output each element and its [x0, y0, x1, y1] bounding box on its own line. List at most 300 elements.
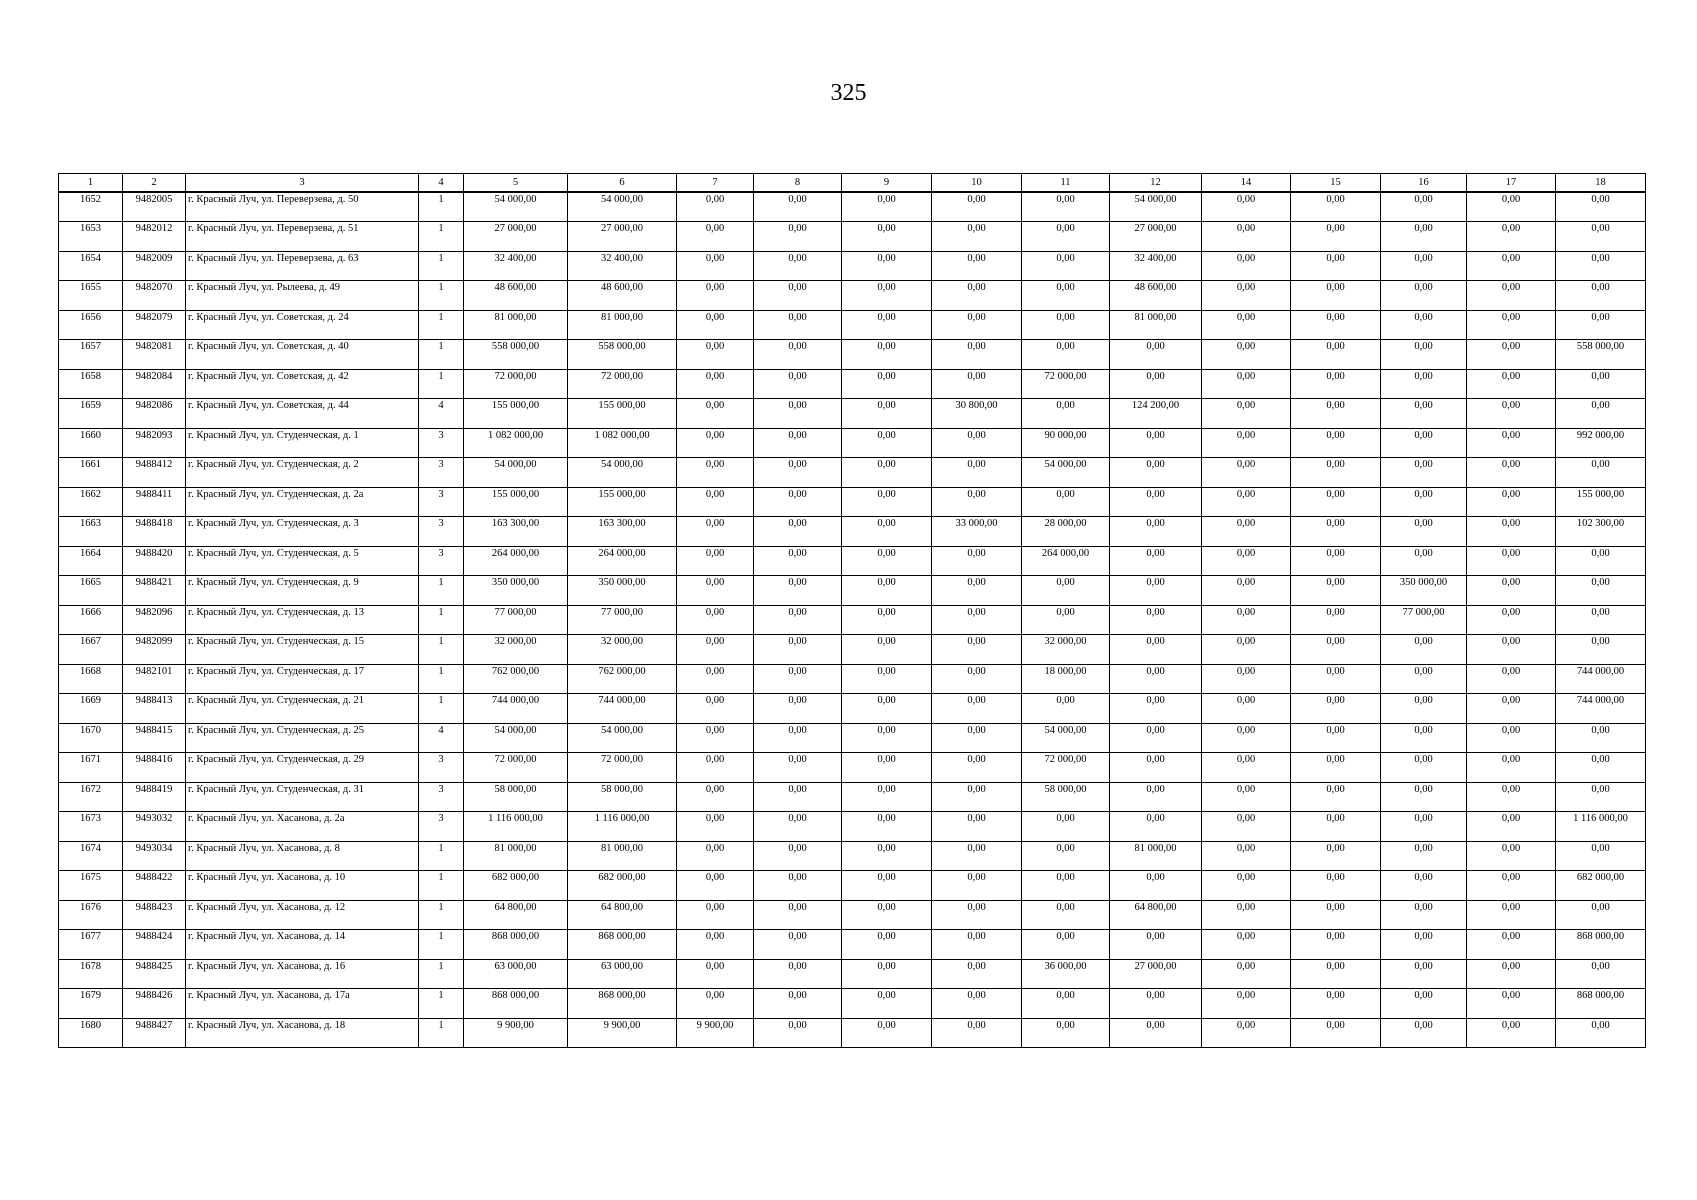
table-row — [59, 723, 1646, 753]
table-cell: 9488412 — [123, 458, 186, 488]
table-cell: 0,00 — [1556, 841, 1646, 871]
table-cell: 0,00 — [1556, 576, 1646, 606]
table-cell: 0,00 — [1467, 487, 1556, 517]
table-row — [59, 517, 1646, 547]
table-cell: 4 — [419, 723, 464, 753]
table-cell: 744 000,00 — [1556, 694, 1646, 724]
table-cell: 0,00 — [754, 222, 842, 252]
table-cell: 9488424 — [123, 930, 186, 960]
table-cell: 0,00 — [1202, 222, 1291, 252]
table-cell: 72 000,00 — [1022, 369, 1110, 399]
table-cell: 0,00 — [842, 369, 932, 399]
table-cell: 682 000,00 — [568, 871, 677, 901]
column-header: 8 — [754, 174, 842, 193]
table-cell: 744 000,00 — [568, 694, 677, 724]
table-cell: 9 900,00 — [464, 1018, 568, 1048]
table-cell: 0,00 — [1381, 723, 1467, 753]
table-cell: 0,00 — [932, 812, 1022, 842]
column-header: 4 — [419, 174, 464, 193]
table-cell: 0,00 — [754, 340, 842, 370]
table-cell: 0,00 — [1556, 605, 1646, 635]
table-cell: 9488427 — [123, 1018, 186, 1048]
table-row — [59, 251, 1646, 281]
table-cell: 9488415 — [123, 723, 186, 753]
table-cell: 0,00 — [754, 959, 842, 989]
table-cell: 0,00 — [754, 192, 842, 222]
table-cell: 0,00 — [842, 782, 932, 812]
table-row — [59, 812, 1646, 842]
table-cell: 0,00 — [1291, 635, 1381, 665]
register-table — [58, 173, 1646, 1048]
table-cell: 0,00 — [677, 517, 754, 547]
table-cell: 9493032 — [123, 812, 186, 842]
table-cell: 1679 — [59, 989, 123, 1019]
table-cell: 0,00 — [1556, 310, 1646, 340]
address-cell: г. Красный Луч, ул. Студенческая, д. 13 — [186, 605, 419, 635]
table-cell: 0,00 — [842, 753, 932, 783]
table-cell: 9482012 — [123, 222, 186, 252]
column-header: 1 — [59, 174, 123, 193]
table-cell: 0,00 — [1381, 310, 1467, 340]
table-cell: 0,00 — [1467, 399, 1556, 429]
table-cell: 32 400,00 — [568, 251, 677, 281]
table-cell: 0,00 — [1556, 369, 1646, 399]
table-cell: 1 — [419, 959, 464, 989]
table-cell: 0,00 — [677, 487, 754, 517]
column-header: 11 — [1022, 174, 1110, 193]
table-cell: 1675 — [59, 871, 123, 901]
table-cell: 1667 — [59, 635, 123, 665]
table-cell: 0,00 — [754, 605, 842, 635]
table-cell: 1 — [419, 340, 464, 370]
table-cell: 1653 — [59, 222, 123, 252]
table-cell: 868 000,00 — [568, 989, 677, 1019]
table-cell: 0,00 — [754, 576, 842, 606]
table-cell: 744 000,00 — [464, 694, 568, 724]
table-cell: 0,00 — [1110, 664, 1202, 694]
table-cell: 0,00 — [1291, 546, 1381, 576]
table-cell: 1657 — [59, 340, 123, 370]
table-cell: 0,00 — [932, 841, 1022, 871]
table-cell: 54 000,00 — [1110, 192, 1202, 222]
table-cell: 0,00 — [1467, 281, 1556, 311]
table-cell: 54 000,00 — [568, 192, 677, 222]
column-header: 7 — [677, 174, 754, 193]
table-cell: 868 000,00 — [1556, 930, 1646, 960]
column-header: 14 — [1202, 174, 1291, 193]
table-cell: 264 000,00 — [464, 546, 568, 576]
table-cell: 0,00 — [1291, 192, 1381, 222]
table-cell: 0,00 — [842, 1018, 932, 1048]
table-cell: 0,00 — [932, 782, 1022, 812]
table-cell: 32 400,00 — [1110, 251, 1202, 281]
table-cell: 0,00 — [932, 369, 1022, 399]
table-cell: 1 116 000,00 — [1556, 812, 1646, 842]
table-cell: 0,00 — [1556, 900, 1646, 930]
table-cell: 0,00 — [1467, 900, 1556, 930]
table-cell: 0,00 — [1291, 251, 1381, 281]
table-cell: 0,00 — [1110, 369, 1202, 399]
table-cell: 54 000,00 — [568, 458, 677, 488]
table-cell: 0,00 — [842, 605, 932, 635]
address-cell: г. Красный Луч, ул. Студенческая, д. 15 — [186, 635, 419, 665]
table-cell: 9488423 — [123, 900, 186, 930]
table-cell: 0,00 — [1202, 487, 1291, 517]
table-cell: 0,00 — [1381, 664, 1467, 694]
table-cell: 0,00 — [1022, 487, 1110, 517]
table-cell: 9488411 — [123, 487, 186, 517]
table-cell: 9 900,00 — [568, 1018, 677, 1048]
table-cell: 27 000,00 — [464, 222, 568, 252]
table-cell: 0,00 — [1202, 458, 1291, 488]
table-cell: 27 000,00 — [568, 222, 677, 252]
table-cell: 0,00 — [932, 959, 1022, 989]
table-cell: 0,00 — [932, 487, 1022, 517]
table-cell: 0,00 — [1110, 812, 1202, 842]
table-row — [59, 310, 1646, 340]
table-cell: 0,00 — [1556, 782, 1646, 812]
address-cell: г. Красный Луч, ул. Советская, д. 42 — [186, 369, 419, 399]
table-cell: 0,00 — [677, 871, 754, 901]
table-cell: 0,00 — [1291, 399, 1381, 429]
column-header: 6 — [568, 174, 677, 193]
table-cell: 1 — [419, 192, 464, 222]
table-cell: 0,00 — [842, 428, 932, 458]
table-cell: 0,00 — [1291, 1018, 1381, 1048]
table-cell: 0,00 — [754, 812, 842, 842]
table-cell: 77 000,00 — [1381, 605, 1467, 635]
table-cell: 0,00 — [1110, 694, 1202, 724]
table-cell: 0,00 — [1022, 1018, 1110, 1048]
table-header — [59, 174, 1646, 193]
table-cell: 1 — [419, 664, 464, 694]
table-cell: 77 000,00 — [568, 605, 677, 635]
table-cell: 0,00 — [754, 399, 842, 429]
table-row — [59, 871, 1646, 901]
table-cell: 0,00 — [842, 930, 932, 960]
table-cell: 81 000,00 — [568, 310, 677, 340]
table-cell: 1 — [419, 281, 464, 311]
table-cell: 0,00 — [1202, 753, 1291, 783]
table-cell: 0,00 — [842, 989, 932, 1019]
table-cell: 1 — [419, 871, 464, 901]
table-cell: 0,00 — [677, 251, 754, 281]
table-cell: 0,00 — [1556, 399, 1646, 429]
table-cell: 0,00 — [1467, 192, 1556, 222]
table-cell: 0,00 — [1381, 900, 1467, 930]
table-cell: 0,00 — [1381, 192, 1467, 222]
table-cell: 0,00 — [1110, 576, 1202, 606]
address-cell: г. Красный Луч, ул. Хасанова, д. 14 — [186, 930, 419, 960]
table-cell: 0,00 — [1467, 930, 1556, 960]
table-cell: 0,00 — [842, 900, 932, 930]
table-cell: 1668 — [59, 664, 123, 694]
table-cell: 0,00 — [1022, 251, 1110, 281]
address-cell: г. Красный Луч, ул. Хасанова, д. 10 — [186, 871, 419, 901]
table-cell: 0,00 — [1202, 576, 1291, 606]
table-cell: 18 000,00 — [1022, 664, 1110, 694]
table-cell: 0,00 — [677, 664, 754, 694]
table-cell: 9482079 — [123, 310, 186, 340]
table-row — [59, 340, 1646, 370]
table-cell: 0,00 — [842, 458, 932, 488]
table-cell: 1670 — [59, 723, 123, 753]
column-header: 16 — [1381, 174, 1467, 193]
table-cell: 0,00 — [842, 192, 932, 222]
table-cell: 0,00 — [1202, 310, 1291, 340]
table-cell: 0,00 — [1202, 517, 1291, 547]
table-row — [59, 576, 1646, 606]
table-cell: 868 000,00 — [464, 930, 568, 960]
table-cell: 81 000,00 — [1110, 310, 1202, 340]
table-cell: 0,00 — [754, 1018, 842, 1048]
table-cell: 0,00 — [1291, 959, 1381, 989]
table-cell: 32 000,00 — [568, 635, 677, 665]
table-row — [59, 694, 1646, 724]
table-cell: 0,00 — [842, 222, 932, 252]
table-cell: 0,00 — [1467, 576, 1556, 606]
table-cell: 0,00 — [1556, 192, 1646, 222]
table-cell: 155 000,00 — [464, 399, 568, 429]
table-cell: 9482081 — [123, 340, 186, 370]
table-cell: 0,00 — [842, 635, 932, 665]
table-cell: 124 200,00 — [1110, 399, 1202, 429]
table-cell: 0,00 — [1022, 281, 1110, 311]
table-cell: 36 000,00 — [1022, 959, 1110, 989]
table-cell: 0,00 — [754, 487, 842, 517]
table-cell: 0,00 — [1202, 723, 1291, 753]
table-cell: 3 — [419, 782, 464, 812]
table-cell: 0,00 — [842, 310, 932, 340]
table-cell: 48 600,00 — [568, 281, 677, 311]
table-cell: 1680 — [59, 1018, 123, 1048]
table-cell: 0,00 — [1556, 753, 1646, 783]
table-cell: 9488419 — [123, 782, 186, 812]
table-cell: 58 000,00 — [568, 782, 677, 812]
table-cell: 0,00 — [754, 310, 842, 340]
table-cell: 3 — [419, 458, 464, 488]
table-cell: 0,00 — [1291, 723, 1381, 753]
table-row — [59, 487, 1646, 517]
table-row — [59, 222, 1646, 252]
table-cell: 0,00 — [754, 871, 842, 901]
table-cell: 9488421 — [123, 576, 186, 606]
table-cell: 1 — [419, 310, 464, 340]
address-cell: г. Красный Луч, ул. Переверзева, д. 51 — [186, 222, 419, 252]
address-cell: г. Красный Луч, ул. Хасанова, д. 16 — [186, 959, 419, 989]
table-cell: 0,00 — [1381, 782, 1467, 812]
table-cell: 0,00 — [1202, 782, 1291, 812]
table-cell: 30 800,00 — [932, 399, 1022, 429]
table-cell: 1660 — [59, 428, 123, 458]
column-header: 15 — [1291, 174, 1381, 193]
table-cell: 0,00 — [1291, 428, 1381, 458]
table-cell: 1666 — [59, 605, 123, 635]
address-cell: г. Красный Луч, ул. Студенческая, д. 2а — [186, 487, 419, 517]
table-cell: 0,00 — [1110, 753, 1202, 783]
table-cell: 1 — [419, 222, 464, 252]
table-cell: 0,00 — [1467, 664, 1556, 694]
table-cell: 0,00 — [1291, 576, 1381, 606]
table-cell: 0,00 — [1291, 487, 1381, 517]
table-cell: 0,00 — [1110, 782, 1202, 812]
table-cell: 0,00 — [754, 458, 842, 488]
table-cell: 264 000,00 — [568, 546, 677, 576]
table-cell: 868 000,00 — [568, 930, 677, 960]
table-cell: 0,00 — [677, 369, 754, 399]
table-cell: 0,00 — [932, 192, 1022, 222]
address-cell: г. Красный Луч, ул. Студенческая, д. 1 — [186, 428, 419, 458]
table-cell: 558 000,00 — [1556, 340, 1646, 370]
table-cell: 0,00 — [842, 664, 932, 694]
table-cell: 9493034 — [123, 841, 186, 871]
table-cell: 682 000,00 — [464, 871, 568, 901]
table-cell: 0,00 — [932, 251, 1022, 281]
table-cell: 0,00 — [1467, 605, 1556, 635]
table-cell: 0,00 — [1381, 989, 1467, 1019]
table-cell: 0,00 — [842, 871, 932, 901]
table-cell: 1 — [419, 930, 464, 960]
column-header: 18 — [1556, 174, 1646, 193]
table-cell: 0,00 — [1022, 871, 1110, 901]
table-cell: 72 000,00 — [464, 369, 568, 399]
table-cell: 0,00 — [1291, 694, 1381, 724]
table-cell: 0,00 — [1110, 930, 1202, 960]
table-cell: 1676 — [59, 900, 123, 930]
table-cell: 0,00 — [1202, 369, 1291, 399]
table-cell: 0,00 — [1022, 900, 1110, 930]
table-cell: 0,00 — [1381, 1018, 1467, 1048]
address-cell: г. Красный Луч, ул. Студенческая, д. 21 — [186, 694, 419, 724]
table-row — [59, 664, 1646, 694]
table-cell: 0,00 — [1022, 340, 1110, 370]
table-cell: 0,00 — [1381, 694, 1467, 724]
table-cell: 0,00 — [1467, 812, 1556, 842]
table-cell: 0,00 — [1381, 487, 1467, 517]
table-cell: 0,00 — [754, 251, 842, 281]
table-cell: 0,00 — [842, 487, 932, 517]
table-cell: 0,00 — [1202, 930, 1291, 960]
table-cell: 0,00 — [1467, 959, 1556, 989]
table-cell: 0,00 — [1381, 251, 1467, 281]
table-cell: 0,00 — [1291, 605, 1381, 635]
table-cell: 0,00 — [1202, 281, 1291, 311]
table-cell: 0,00 — [677, 841, 754, 871]
table-cell: 0,00 — [842, 281, 932, 311]
table-cell: 0,00 — [1022, 841, 1110, 871]
table-cell: 0,00 — [932, 900, 1022, 930]
table-cell: 3 — [419, 428, 464, 458]
table-cell: 3 — [419, 546, 464, 576]
table-cell: 762 000,00 — [568, 664, 677, 694]
table-cell: 48 600,00 — [1110, 281, 1202, 311]
table-cell: 0,00 — [677, 310, 754, 340]
table-cell: 0,00 — [1381, 281, 1467, 311]
table-cell: 0,00 — [1467, 222, 1556, 252]
table-cell: 54 000,00 — [568, 723, 677, 753]
table-cell: 0,00 — [1467, 369, 1556, 399]
table-cell: 1 082 000,00 — [568, 428, 677, 458]
table-cell: 0,00 — [1291, 458, 1381, 488]
table-cell: 9488425 — [123, 959, 186, 989]
table-cell: 0,00 — [1467, 723, 1556, 753]
address-cell: г. Красный Луч, ул. Советская, д. 24 — [186, 310, 419, 340]
table-cell: 0,00 — [1467, 310, 1556, 340]
table-cell: 868 000,00 — [464, 989, 568, 1019]
table-cell: 0,00 — [1291, 989, 1381, 1019]
table-cell: 32 400,00 — [464, 251, 568, 281]
table-cell: 0,00 — [1110, 340, 1202, 370]
table-cell: 0,00 — [932, 605, 1022, 635]
table-cell: 77 000,00 — [464, 605, 568, 635]
table-cell: 0,00 — [1467, 841, 1556, 871]
table-cell: 1654 — [59, 251, 123, 281]
table-cell: 0,00 — [932, 694, 1022, 724]
table-cell: 868 000,00 — [1556, 989, 1646, 1019]
table-cell: 54 000,00 — [1022, 723, 1110, 753]
table-cell: 0,00 — [1110, 605, 1202, 635]
table-cell: 58 000,00 — [464, 782, 568, 812]
table-cell: 0,00 — [1202, 959, 1291, 989]
table-cell: 0,00 — [1291, 281, 1381, 311]
table-cell: 0,00 — [754, 281, 842, 311]
table-cell: 9482093 — [123, 428, 186, 458]
table-cell: 9488416 — [123, 753, 186, 783]
table-row — [59, 369, 1646, 399]
table-cell: 0,00 — [932, 576, 1022, 606]
table-cell: 58 000,00 — [1022, 782, 1110, 812]
table-row — [59, 635, 1646, 665]
table-cell: 0,00 — [1381, 369, 1467, 399]
table-cell: 0,00 — [754, 517, 842, 547]
table-row — [59, 959, 1646, 989]
table-cell: 64 800,00 — [464, 900, 568, 930]
table-cell: 0,00 — [1291, 517, 1381, 547]
column-header: 2 — [123, 174, 186, 193]
table-cell: 0,00 — [1202, 340, 1291, 370]
table-cell: 0,00 — [1291, 930, 1381, 960]
table-cell: 350 000,00 — [568, 576, 677, 606]
table-cell: 0,00 — [1110, 989, 1202, 1019]
table-row — [59, 428, 1646, 458]
table-cell: 0,00 — [932, 310, 1022, 340]
table-cell: 1 — [419, 576, 464, 606]
table-cell: 0,00 — [842, 251, 932, 281]
table-cell: 0,00 — [1381, 222, 1467, 252]
table-cell: 0,00 — [932, 222, 1022, 252]
table-cell: 0,00 — [1022, 989, 1110, 1019]
table-cell: 0,00 — [1381, 399, 1467, 429]
table-cell: 0,00 — [932, 635, 1022, 665]
table-cell: 1 — [419, 251, 464, 281]
table-cell: 264 000,00 — [1022, 546, 1110, 576]
table-cell: 0,00 — [1467, 517, 1556, 547]
table-cell: 1658 — [59, 369, 123, 399]
table-cell: 0,00 — [754, 664, 842, 694]
column-header: 9 — [842, 174, 932, 193]
table-cell: 72 000,00 — [464, 753, 568, 783]
table-cell: 0,00 — [932, 340, 1022, 370]
table-cell: 1674 — [59, 841, 123, 871]
table-cell: 0,00 — [1381, 635, 1467, 665]
table-cell: 0,00 — [1202, 694, 1291, 724]
table-cell: 0,00 — [1202, 812, 1291, 842]
table-cell: 1 — [419, 1018, 464, 1048]
table-cell: 0,00 — [1291, 812, 1381, 842]
table-cell: 81 000,00 — [568, 841, 677, 871]
table-cell: 0,00 — [1556, 959, 1646, 989]
table-cell: 9488413 — [123, 694, 186, 724]
